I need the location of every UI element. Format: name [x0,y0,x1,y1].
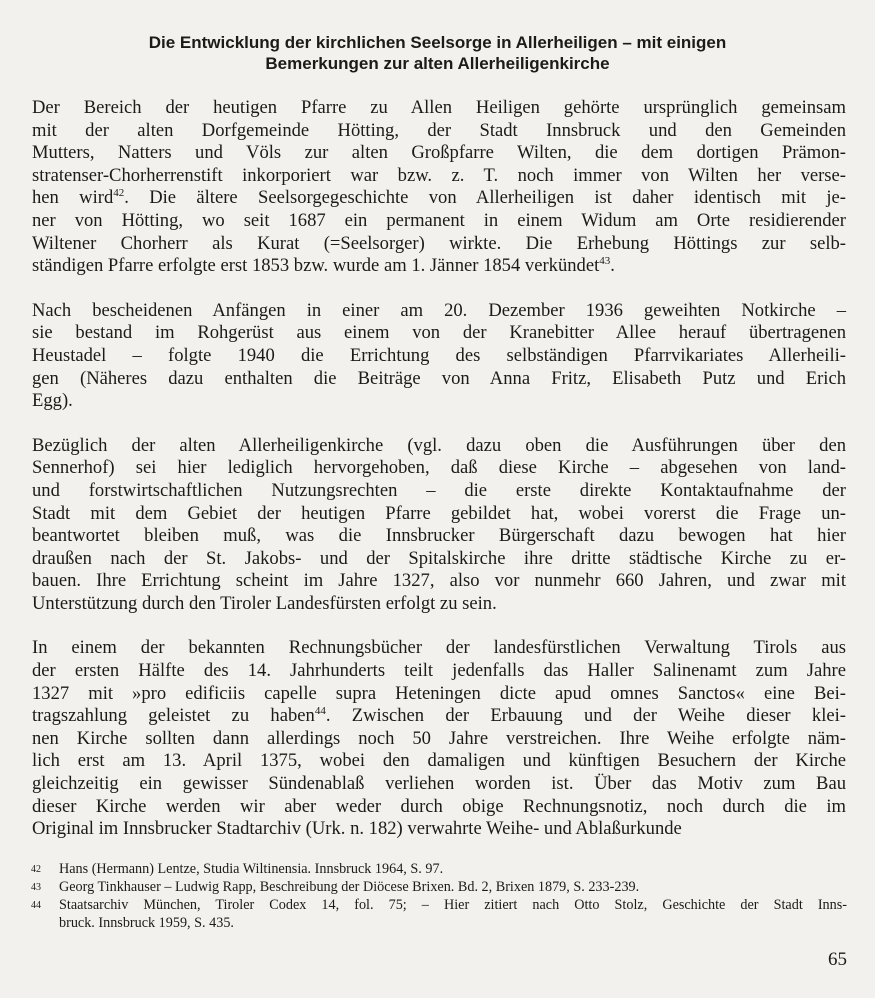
text-line: bauen. Ihre Errichtung scheint im Jahre 1327, also vor nunmehr 660 Jahren, und zwar mit [32,570,846,592]
text-line: 1327 mit »pro edificiis capelle supra Heteningen dicte apud omnes Sanctos« eine Bei- [32,682,846,704]
footnote [31,860,847,878]
text-line: gen (Näheres dazu enthalten die Beiträge von Anna Fritz, Elisabeth Putz und Erich [32,367,846,389]
text-line: Mutters, Natters und Völs zur alten Großpfarre Wilten, die dem dortigen Prämon- [32,142,846,164]
text-line: Wiltener Chorherr als Kurat (=Seelsorger) wirkte. Die Erhebung Höttings zur selb- [32,232,846,254]
footnote-ref: 42 [113,187,125,200]
text-line: dieser Kirche werden wir aber weder durch obige Rechnungsnotiz, noch durch die im [32,795,846,817]
text-line: der ersten Hälfte des 14. Jahrhunderts teilt jedenfalls das Haller Salinenamt zum Jahre [32,660,846,682]
footnote-number: 44 [31,900,41,911]
text-line: gleichzeitig ein gewisser Sündenablaß verliehen worden ist. Über das Motiv zum Bau [32,773,846,795]
body-text [32,97,846,863]
footnote-number: 43 [31,882,41,893]
paragraph [32,435,846,616]
text-line: sie bestand im Rohgerüst aus einem von der Kranebitter Allee herauf übertragenen [32,322,846,344]
text-line: ständigen Pfarre erfolgte erst 1853 bzw. wurde am 1. Jänner 1854 verkündet$^{43}$. [32,254,615,277]
footnotes [31,860,847,932]
text-line: Bezüglich der alten Allerheiligenkirche (vgl. dazu oben die Ausführungen über den [32,434,846,456]
text-line: Unterstützung durch den Tiroler Landesfürsten erfolgt zu sein. [32,592,497,614]
section-title [40,32,835,74]
text-line: ner von Hötting, wo seit 1687 ein permanent in einem Widum am Orte residierender [32,209,846,231]
footnote [31,896,847,932]
text-line: Stadt mit dem Gebiet der heutigen Pfarre gebildet hat, wobei vorerst die Frage un- [32,502,846,524]
text-line: Original im Innsbrucker Stadtarchiv (Urk. n. 182) verwahrte Weihe- und Ablaßurkunde [32,818,682,840]
footnote-line: bruck. Innsbruck 1959, S. 435. [59,915,234,931]
text-line: Egg). [32,390,73,412]
paragraph [32,97,846,278]
text-line: In einem der bekannten Rechnungsbücher der landesfürstlichen Verwaltung Tirols aus [32,637,846,659]
text-line: Nach bescheidenen Anfängen in einer am 20. Dezember 1936 geweihten Notkirche – [32,299,846,321]
text-line: Heustadel – folgte 1940 die Errichtung des selbständigen Pfarrvikariates Allerheili- [32,344,846,366]
title-line: Die Entwicklung der kirchlichen Seelsorge in Allerheiligen – mit einigen [148,33,727,52]
footnote-ref: 44 [314,705,326,718]
text-line: tragszahlung geleistet zu haben$^{44}$. Zwischen der Erbauung und der Weihe dieser klei- [32,705,846,727]
text-line: nen Kirche sollten dann allerdings noch 50 Jahre verstreichen. Ihre Weihe erfolgte näm- [32,727,846,749]
title-line: Bemerkungen zur alten Allerheiligenkirche [265,54,610,73]
paragraph [32,300,846,413]
text-line: mit der alten Dorfgemeinde Hötting, der Stadt Innsbruck und den Gemeinden [32,119,846,141]
text-line: beantwortet bleiben muß, was die Innsbrucker Bürgerschaft dazu bewogen hat hier [32,525,846,547]
footnote-line: Staatsarchiv München, Tiroler Codex 14, fol. 75; – Hier zitiert nach Otto Stolz, Geschichte der Stadt Inns- [59,897,847,913]
footnote-line: Georg Tinkhauser – Ludwig Rapp, Beschreibung der Diöcese Brixen. Bd. 2, Brixen 1879, S. 233-239. [59,879,640,895]
text-line: und forstwirtschaftlichen Nutzungsrechten – die erste direkte Kontaktaufnahme der [32,479,846,501]
footnote [31,878,847,896]
footnote-ref: 43 [599,254,611,267]
text-line: Sennerhof) sei hier lediglich hervorgehoben, daß diese Kirche – abgesehen von land- [32,457,846,479]
text-line: lich erst am 13. April 1375, wobei den damaligen und künftigen Besuchern der Kirche [32,750,846,772]
text-line: hen wird$^{42}$. Die ältere Seelsorgegeschichte von Allerheiligen ist daher identisch mit je- [32,187,846,209]
footnote-number: 42 [31,864,41,875]
paragraph [32,637,846,840]
text-line: draußen nach der St. Jakobs- und der Spitalskirche ihre dritte städtische Kirche zu er- [32,547,846,569]
text-line: stratenser-Chorherrenstift inkorporiert war bzw. z. T. noch immer von Wilten her verse- [32,164,846,186]
footnote-line: Hans (Hermann) Lentze, Studia Wiltinensia. Innsbruck 1964, S. 97. [59,861,444,877]
page-number: 65 [828,949,847,970]
text-line: Der Bereich der heutigen Pfarre zu Allen Heiligen gehörte ursprünglich gemeinsam [32,97,846,118]
